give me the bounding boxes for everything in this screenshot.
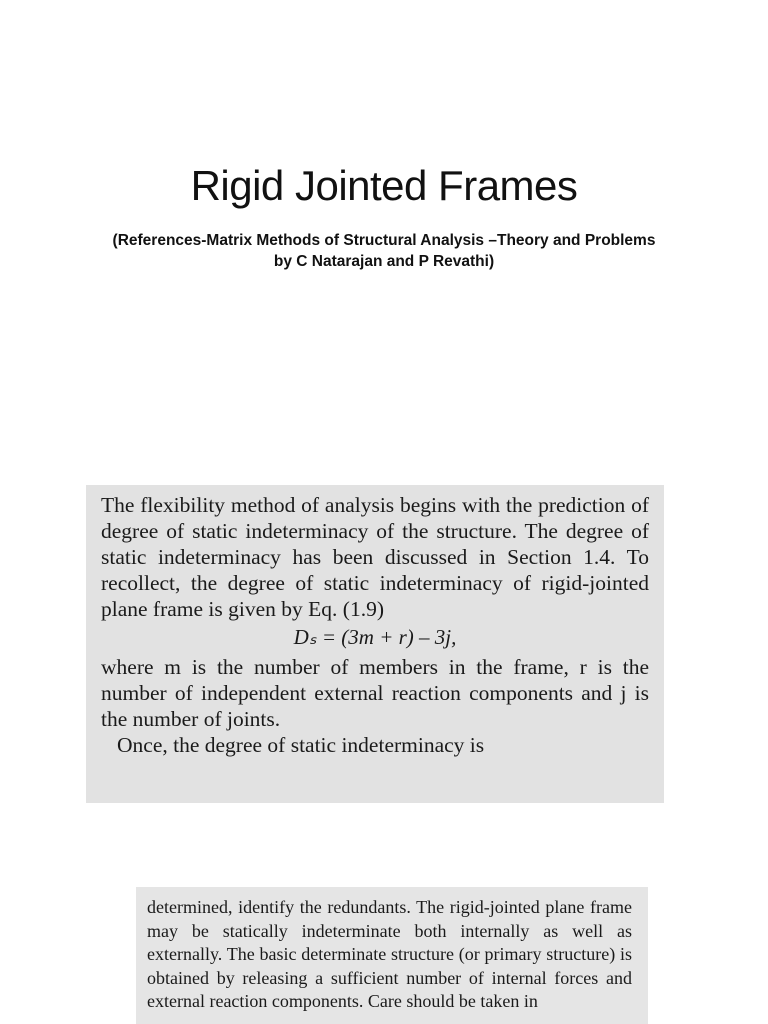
excerpt-continuation: Once, the degree of static indeterminacy is <box>117 733 485 757</box>
slide-subtitle: (References-Matrix Methods of Structural Analysis –Theory and Problems by C Natarajan and P Revathi) <box>112 232 656 270</box>
indeterminacy-equation: Dₛ = (3m + r) – 3j, <box>293 625 457 649</box>
slide-title: Rigid Jointed Frames <box>190 162 578 209</box>
excerpt-definition: where m is the number of members in the frame, r is the number of independent external reaction components and j is the number of joints. <box>101 655 649 731</box>
excerpt-paragraph: The flexibility method of analysis begins with the prediction of degree of static indeterminacy of the structure. The degree of static indeterminacy has been discussed in Section 1.4. To recollect, the degree of static indeterminacy of rigid-jointed plane frame is given by Eq. (1.9) <box>101 493 649 621</box>
textbook-excerpt-1 <box>86 485 664 803</box>
textbook-excerpt-2 <box>136 887 648 1024</box>
excerpt-paragraph: determined, identify the redundants. The rigid-jointed plane frame may be statically indeterminate both internally as well as externally. The basic determinate structure (or primary structure) is obtained by releasing a sufficient number of internal forces and external reaction components. Care should be taken in <box>147 897 632 1011</box>
